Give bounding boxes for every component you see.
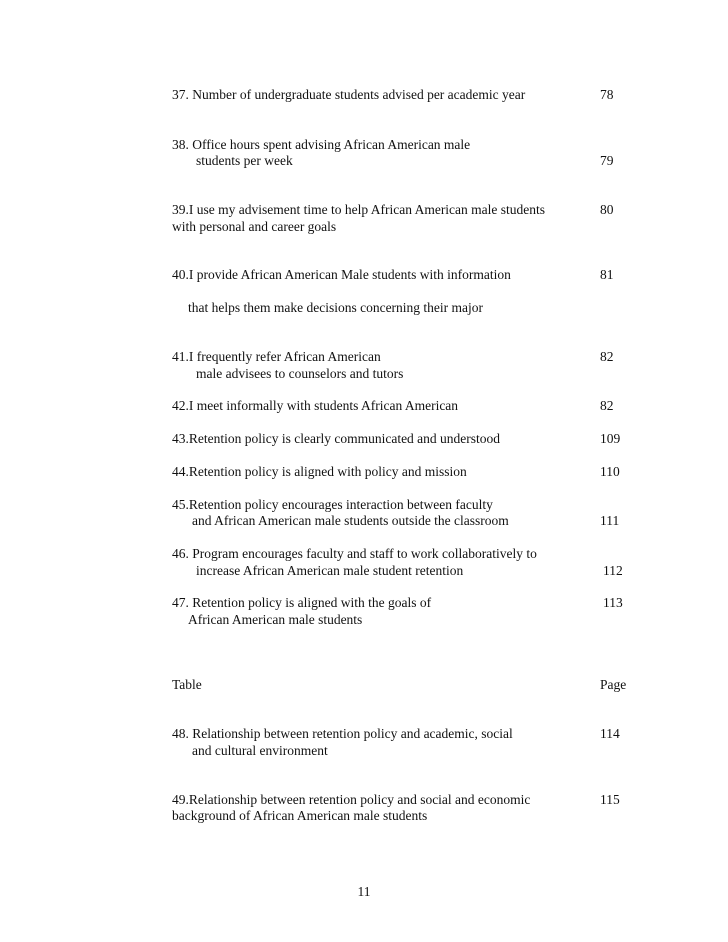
toc-entry-46-text: 46. Program encourages faculty and staff to work collaboratively to bbox=[172, 546, 537, 561]
toc-entry-43-text: 43.Retention policy is clearly communicated and understood bbox=[172, 431, 501, 446]
toc-entry-45-page: 111 bbox=[600, 513, 620, 528]
toc-entry-49-page: 115 bbox=[600, 792, 620, 807]
toc-entry-41-text: 41.I frequently refer African American bbox=[172, 349, 381, 364]
toc-entry-46-text-cont: increase African American male student retention bbox=[196, 563, 464, 578]
table-column-header: Table bbox=[172, 677, 202, 692]
toc-entry-38-page: 79 bbox=[600, 153, 614, 168]
toc-entry-47-text: 47. Retention policy is aligned with the goals of bbox=[172, 595, 432, 610]
toc-entry-39-text: 39.I use my advisement time to help African American male students bbox=[172, 202, 546, 217]
toc-entry-45-text-cont: and African American male students outside the classroom bbox=[192, 513, 509, 528]
toc-entry-49-text: 49.Relationship between retention policy and social and economic bbox=[172, 792, 531, 807]
toc-entry-40-text-cont: that helps them make decisions concerning their major bbox=[188, 300, 484, 315]
toc-entry-44-page: 110 bbox=[600, 464, 620, 479]
toc-entry-39-text-cont: with personal and career goals bbox=[172, 219, 337, 234]
toc-entry-45-text: 45.Retention policy encourages interaction between faculty bbox=[172, 497, 493, 512]
toc-entry-38-text-cont: students per week bbox=[196, 153, 293, 168]
page-column-header: Page bbox=[600, 677, 627, 692]
toc-entry-38-text: 38. Office hours spent advising African American male bbox=[172, 137, 471, 152]
toc-entry-43-page: 109 bbox=[600, 431, 621, 446]
toc-entry-42-text: 42.I meet informally with students African American bbox=[172, 398, 459, 413]
page-number: 11 bbox=[357, 884, 371, 899]
toc-entry-48-text-cont: and cultural environment bbox=[192, 743, 328, 758]
toc-entry-49-text-cont: background of African American male students bbox=[172, 808, 428, 823]
toc-entry-46-page: 112 bbox=[603, 563, 623, 578]
toc-entry-40-text: 40.I provide African American Male students with information bbox=[172, 267, 511, 282]
toc-entry-41-page: 82 bbox=[600, 349, 614, 364]
toc-entry-39-page: 80 bbox=[600, 202, 614, 217]
toc-entry-37-text: 37. Number of undergraduate students advised per academic year bbox=[172, 87, 526, 102]
toc-entry-47-page: 113 bbox=[603, 595, 623, 610]
toc-entry-47-text-cont: African American male students bbox=[188, 612, 363, 627]
toc-entry-48-text: 48. Relationship between retention policy and academic, social bbox=[172, 726, 513, 741]
toc-entry-48-page: 114 bbox=[600, 726, 620, 741]
toc-entry-44-text: 44.Retention policy is aligned with policy and mission bbox=[172, 464, 467, 479]
toc-entry-40-page: 81 bbox=[600, 267, 614, 282]
toc-entry-42-page: 82 bbox=[600, 398, 614, 413]
toc-entry-37-page: 78 bbox=[600, 87, 614, 102]
toc-entry-41-text-cont: male advisees to counselors and tutors bbox=[196, 366, 404, 381]
